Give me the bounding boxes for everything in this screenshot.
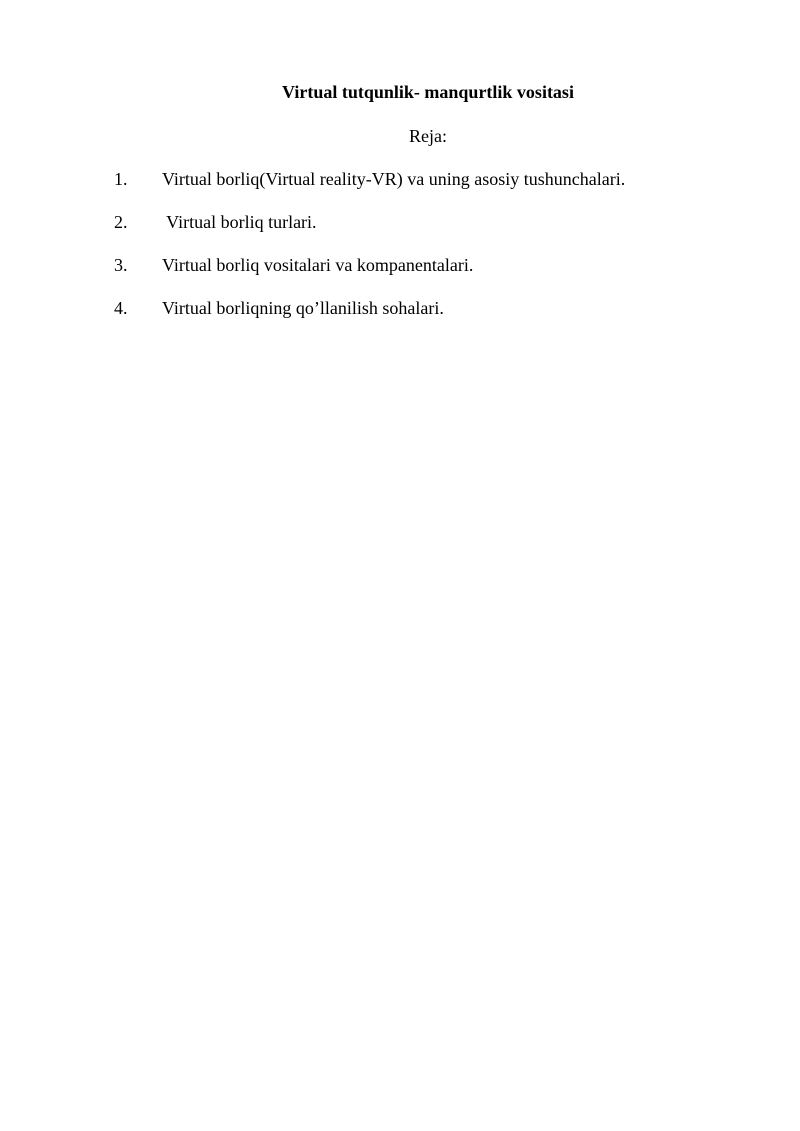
document-title: Virtual tutqunlik- manqurtlik vositasi (282, 82, 574, 102)
plan-item-number: 2. (114, 212, 128, 232)
plan-heading: Reja: (409, 126, 447, 146)
plan-item-text: Virtual borliqning qo’llanilish sohalari. (162, 298, 444, 318)
plan-item-text: Virtual borliq turlari. (162, 212, 317, 232)
plan-item-text: Virtual borliq(Virtual reality-VR) va uning asosiy tushunchalari. (162, 169, 626, 189)
plan-item-number: 3. (114, 255, 128, 275)
plan-item-text: Virtual borliq vositalari va kompanentalari. (162, 255, 474, 275)
plan-item-number: 1. (114, 169, 128, 189)
plan-item-number: 4. (114, 298, 128, 318)
